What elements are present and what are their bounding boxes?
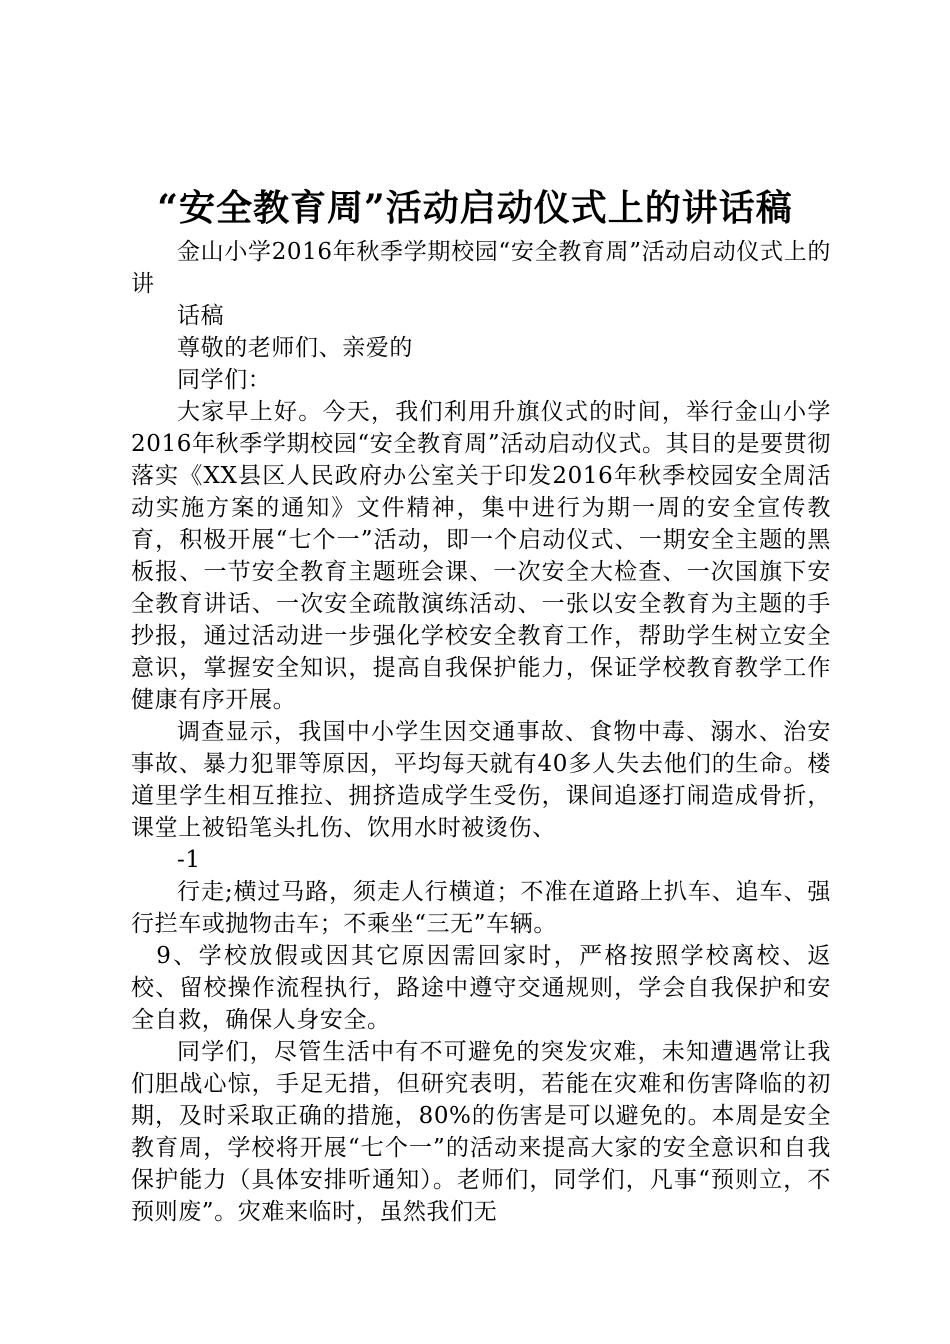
body-paragraph-rule-9: 9、学校放假或因其它原因需回家时，严格按照学校离校、返校、留校操作流程执行，路途中遵守交通规则，学会自我保护和安全自救，确保人身安全。 [131,943,831,1033]
salutation-continuation: 同学们： [177,367,272,393]
subtitle-continuation: 话稿 [177,303,225,329]
page-number: -1 [177,847,201,873]
salutation-line: 尊敬的老师们、亲爱的 [177,335,413,361]
body-paragraph-greeting: 大家早上好。今天，我们利用升旗仪式的时间，举行金山小学2016年秋季学期校园“安全教育周”活动启动仪式。其目的是要贯彻落实《XX县区人民政府办公室关于印发2016年秋季校园安全周活动实施方案的通知》文件精神，集中进行为期一周的安全宣传教育，积极开展“七个一”活动，即一个启动仪式、一期安全主题的黑板报、一节安全教育主题班会课、一次安全大检查、一次国旗下安全教育讲话、一次安全疏散演练活动、一张以安全教育为主题的手抄报，通过活动进一步强化学校安全教育工作，帮助学生树立安全意识，掌握安全知识，提高自我保护能力，保证学校教育教学工作健康有序开展。 [131,399,831,713]
body-paragraph-closing: 同学们，尽管生活中有不可避免的突发灾难，未知遭遇常让我们胆战心惊，手足无措，但研究表明，若能在灾难和伤害降临的初期，及时采取正确的措施，80%的伤害是可以避免的。本周是安全教育周，学校将开展“七个一”的活动来提高大家的安全意识和自我保护能力（具体安排听通知）。老师们，同学们，凡事“预则立，不预则废”。灾难来临时，虽然我们无 [131,1039,831,1225]
subtitle-line: 金山小学2016年秋季学期校园“安全教育周”活动启动仪式上的讲 [131,239,831,297]
document-body [131,236,831,1228]
body-paragraph-walking: 行走;横过马路，须走人行横道；不准在道路上扒车、追车、强行拦车或抛物击车；不乘坐“三无”车辆。 [131,879,831,937]
document-title: “安全教育周”活动启动仪式上的讲话稿 [157,187,793,229]
body-paragraph-survey: 调查显示，我国中小学生因交通事故、食物中毒、溺水、治安事故、暴力犯罪等原因，平均每天就有40多人失去他们的生命。楼道里学生相互推拉、拥挤造成学生受伤，课间追逐打闹造成骨折，课堂上被铅笔头扎伤、饮用水时被烫伤、 [131,719,831,841]
